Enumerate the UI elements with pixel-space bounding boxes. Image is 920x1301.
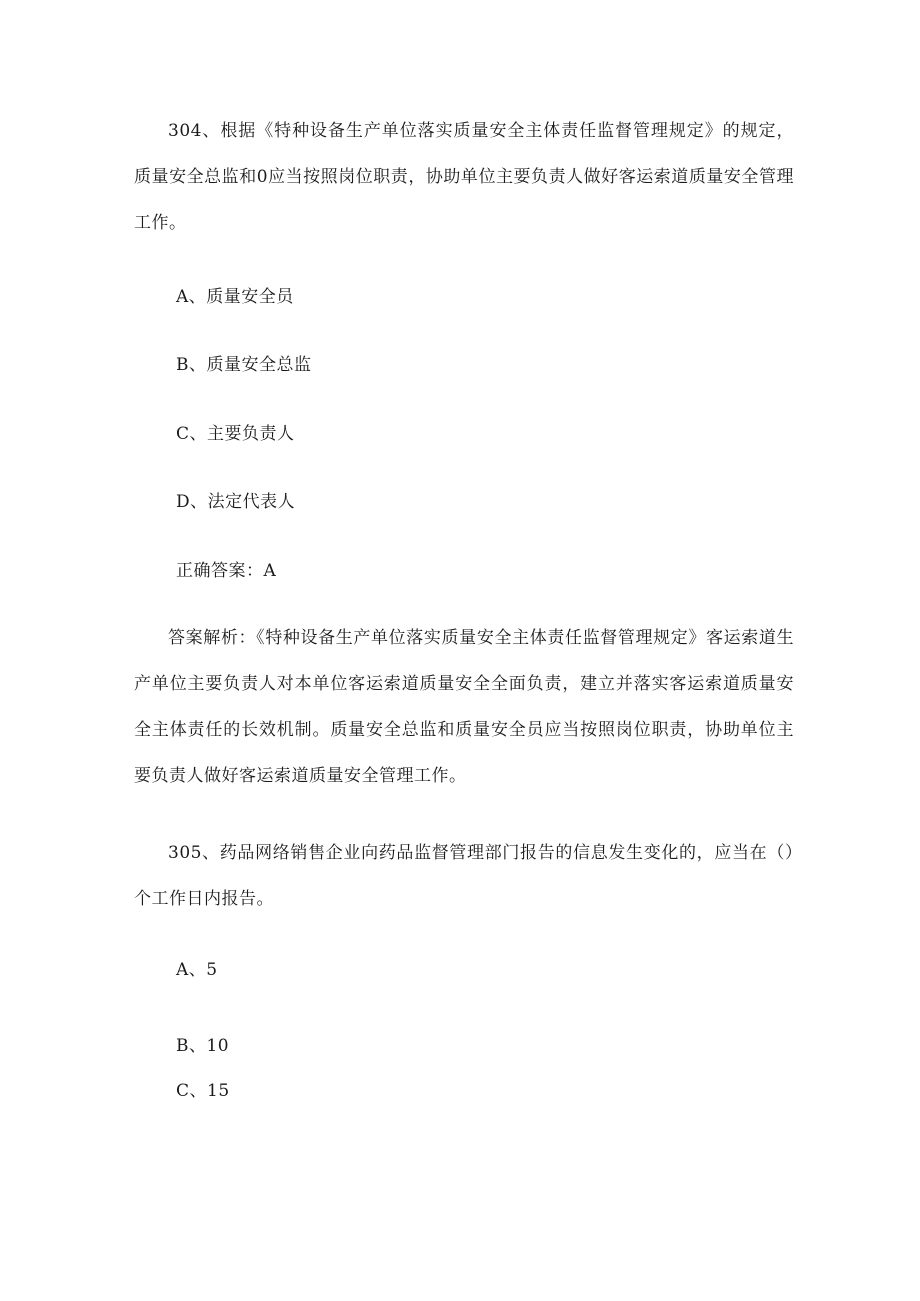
question-305-option-b: B、10 (176, 1036, 230, 1056)
question-304-option-b: B、质量安全总监 (176, 355, 312, 375)
question-304-answer: 正确答案：A (176, 561, 277, 581)
question-304-option-a: A、质量安全员 (176, 287, 294, 307)
question-305-option-a: A、5 (176, 960, 218, 980)
question-304-stem: 304、根据《特种设备生产单位落实质量安全主体责任监督管理规定》的规定，质量安全总监和0应当按照岗位职责，协助单位主要负责人做好客运索道质量安全管理工作。 (134, 121, 794, 233)
question-304-option-d: D、法定代表人 (176, 492, 296, 512)
question-305-stem: 305、药品网络销售企业向药品监督管理部门报告的信息发生变化的，应当在（）个工作日内报告。 (134, 843, 794, 909)
question-305-option-c: C、15 (176, 1081, 230, 1101)
question-304-analysis: 答案解析：《特种设备生产单位落实质量安全主体责任监督管理规定》客运索道生产单位主要负责人对本单位客运索道质量安全全面负责，建立并落实客运索道质量安全主体责任的长效机制。质量安全总监和质量安全员应当按照岗位职责，协助单位主要负责人做好客运索道质量安全管理工作。 (134, 628, 794, 786)
question-304-option-c: C、主要负责人 (176, 424, 295, 444)
